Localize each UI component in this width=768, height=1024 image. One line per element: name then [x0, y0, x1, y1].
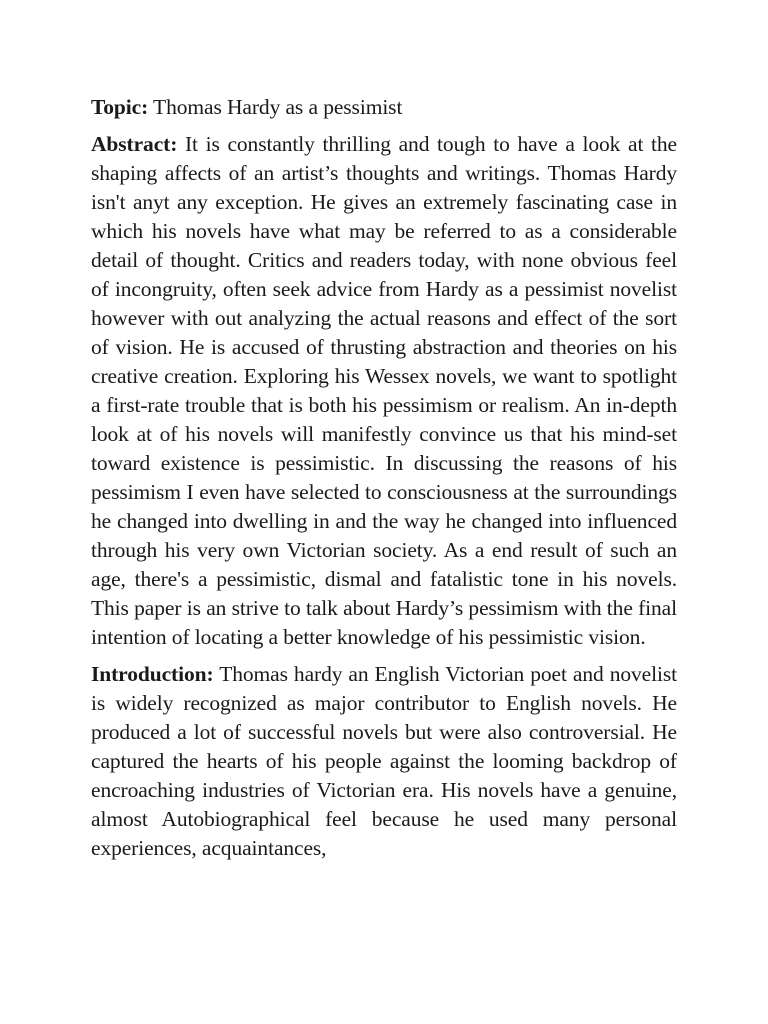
introduction-label: Introduction:	[91, 662, 214, 686]
abstract-text: It is constantly thrilling and tough to have a look at the shaping affects of an artist’s thoughts and writings. Thomas Hardy isn't anyt any exception. He gives an extremely fascinating case in which his novels have what may be referred to as a considerable detail of thought. Critics and readers today, with none obvious feel of incongruity, often seek advice from Hardy as a pessimist novelist however with out analyzing the actual reasons and effect of the sort of vision. He is accused of thrusting abstraction and theories on his creative creation. Exploring his Wessex novels, we want to spotlight a first-rate trouble that is both his pessimism or realism. An in-depth look at of his novels will manifestly convince us that his mind-set toward existence is pessimistic. In discussing the reasons of his pessimism I even have selected to consciousness at the surroundings he changed into dwelling in and the way he changed into influenced through his very own Victorian society. As a end result of such an age, there's a pessimistic, dismal and fatalistic tone in his novels. This paper is an strive to talk about Hardy’s pessimism with the final intention of locating a better knowledge of his pessimistic vision.	[91, 132, 677, 649]
topic-paragraph	[91, 93, 677, 122]
abstract-paragraph	[91, 130, 677, 652]
introduction-text: Thomas hardy an English Victorian poet and novelist is widely recognized as major contributor to English novels. He produced a lot of successful novels but were also controversial. He captured the hearts of his people against the looming backdrop of encroaching industries of Victorian era. His novels have a genuine, almost Autobiographical feel because he used many personal experiences, acquaintances,	[91, 662, 677, 860]
document-page	[91, 93, 677, 871]
abstract-label: Abstract:	[91, 132, 178, 156]
topic-label: Topic:	[91, 95, 149, 119]
introduction-paragraph	[91, 660, 677, 863]
topic-text: Thomas Hardy as a pessimist	[148, 95, 403, 119]
